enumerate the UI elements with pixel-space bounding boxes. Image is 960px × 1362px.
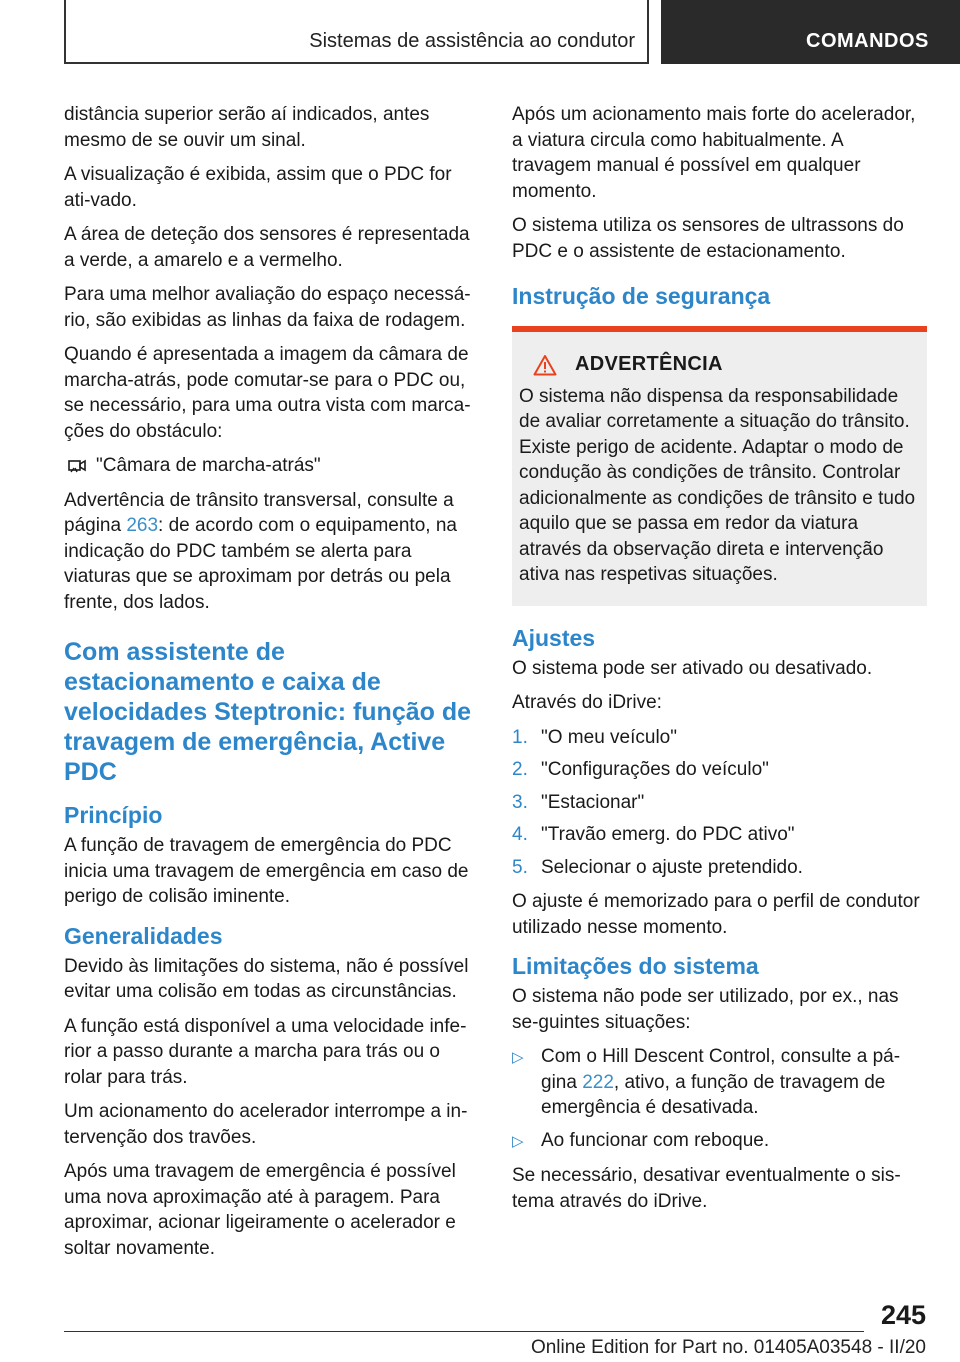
list-item: ▷ Com o Hill Descent Control, consulte a pá‐gina 222, ativo, a função de travagem de emergência é desativada.	[512, 1044, 927, 1121]
page-link[interactable]: 263	[126, 515, 159, 536]
list-item: ▷ Ao funcionar com reboque.	[512, 1128, 927, 1155]
header-chapter-title: COMANDOS	[806, 30, 929, 52]
principle-heading: Princípio	[64, 802, 163, 828]
limits-heading: Limitações do sistema	[512, 953, 759, 979]
settings-steps	[512, 725, 927, 881]
page-link[interactable]: 222	[582, 1071, 614, 1093]
rear-camera-icon	[68, 457, 88, 473]
paragraph: A função de travagem de emergência do PDC inicia uma travagem de emergência em caso de perigo de colisão iminente.	[64, 835, 469, 907]
paragraph: Advertência de trânsito transversal, consulte a página 263: de acordo com o equipamento, na indicação do PDC também se alerta para viaturas que se aproximam por detrás ou pela frente, dos lados.	[64, 489, 457, 613]
footer-edition: Online Edition for Part no. 01405A03548 - II/20	[530, 1337, 926, 1358]
left-column	[64, 102, 479, 1270]
settings-heading: Ajustes	[512, 624, 596, 651]
camera-option	[64, 453, 479, 479]
paragraph: Após um acionamento mais forte do acelerador, a viatura circula como habitualmente. A travagem manual é possível em qualquer momento.	[512, 104, 916, 202]
paragraph: Após uma travagem de emergência é possível uma nova aproximação até à paragem. Para aproximar, acionar ligeiramente o acelerador e soltar novamente.	[64, 1161, 456, 1259]
paragraph: O sistema pode ser ativado ou desativado.	[512, 657, 873, 679]
paragraph: Devido às limitações do sistema, não é possível evitar uma colisão em todas as circunstâncias.	[64, 955, 469, 1002]
paragraph: A função está disponível a uma velocidade infe‐rior a passo durante a marcha para trás ou o rolar para trás.	[64, 1015, 467, 1088]
paragraph: Através do iDrive:	[512, 692, 662, 713]
general-heading: Generalidades	[64, 922, 223, 949]
paragraph: Quando é apresentada a imagem da câmara de marcha-atrás, pode comutar-se para o PDC ou, se necessário, para uma outra vista com marca‐ções do obstáculo:	[64, 344, 471, 442]
list-item: 5. Selecionar o ajuste pretendido.	[512, 856, 803, 878]
page-number: 245	[880, 1300, 926, 1330]
header-section-title: Sistemas de assistência ao condutor	[309, 30, 635, 52]
paragraph: Um acionamento do acelerador interrompe a in‐tervenção dos travões.	[64, 1101, 468, 1148]
paragraph: Se necessário, desativar eventualmente o sis‐tema através do iDrive.	[512, 1165, 901, 1212]
camera-option-label: "Câmara de marcha-atrás"	[96, 455, 321, 476]
running-header-section	[64, 0, 649, 64]
list-item: 3. "Estacionar"	[512, 791, 645, 813]
paragraph: Para uma melhor avaliação do espaço necessá‐rio, são exibidas as linhas da faixa de rodagem.	[64, 284, 471, 331]
footer-divider	[64, 1331, 864, 1332]
paragraph: A visualização é exibida, assim que o PDC for ati‐vado.	[64, 164, 452, 211]
list-item: 2. "Configurações do veículo"	[512, 759, 769, 780]
warning-header	[519, 352, 920, 378]
limits-list	[512, 1044, 927, 1154]
paragraph: O sistema utiliza os sensores de ultrassons do PDC e o assistente de estacionamento.	[512, 215, 904, 262]
warning-triangle-icon	[533, 354, 557, 376]
triangle-bullet-icon: ▷	[512, 1049, 524, 1066]
paragraph: O ajuste é memorizado para o perfil de condutor utilizado nesse momento.	[512, 891, 920, 938]
paragraph: O sistema não pode ser utilizado, por ex., nas se‐guintes situações:	[512, 986, 899, 1033]
major-heading: Com assistente de estacionamento e caixa de velocidades Steptronic: função de travagem de emergência, Active PDC	[64, 638, 472, 786]
triangle-bullet-icon: ▷	[512, 1132, 524, 1150]
paragraph: A área de deteção dos sensores é representada a verde, a amarelo e a vermelho.	[64, 224, 470, 271]
list-item: 1. "O meu veículo"	[512, 726, 677, 748]
warning-title: ADVERTÊNCIA	[575, 353, 723, 375]
safety-heading: Instrução de segurança	[512, 283, 771, 309]
warning-box	[512, 326, 927, 606]
list-item: 4. "Travão emerg. do PDC ativo"	[512, 824, 795, 845]
right-column	[512, 102, 927, 1223]
warning-text: O sistema não dispensa da responsabilidade de avaliar corretamente a situação do trânsito. Existe perigo de acidente. Adaptar o modo de condução às condições de trânsito. Controlar adicionalmente as condições de trânsito e tudo aquilo que se passa em redor da viatura através da observação direta e intervenção ativa nas respetivas situações.	[519, 385, 916, 585]
paragraph: distância superior serão aí indicados, antes mesmo de se ouvir um sinal.	[64, 104, 430, 151]
running-header-chapter	[661, 0, 960, 64]
